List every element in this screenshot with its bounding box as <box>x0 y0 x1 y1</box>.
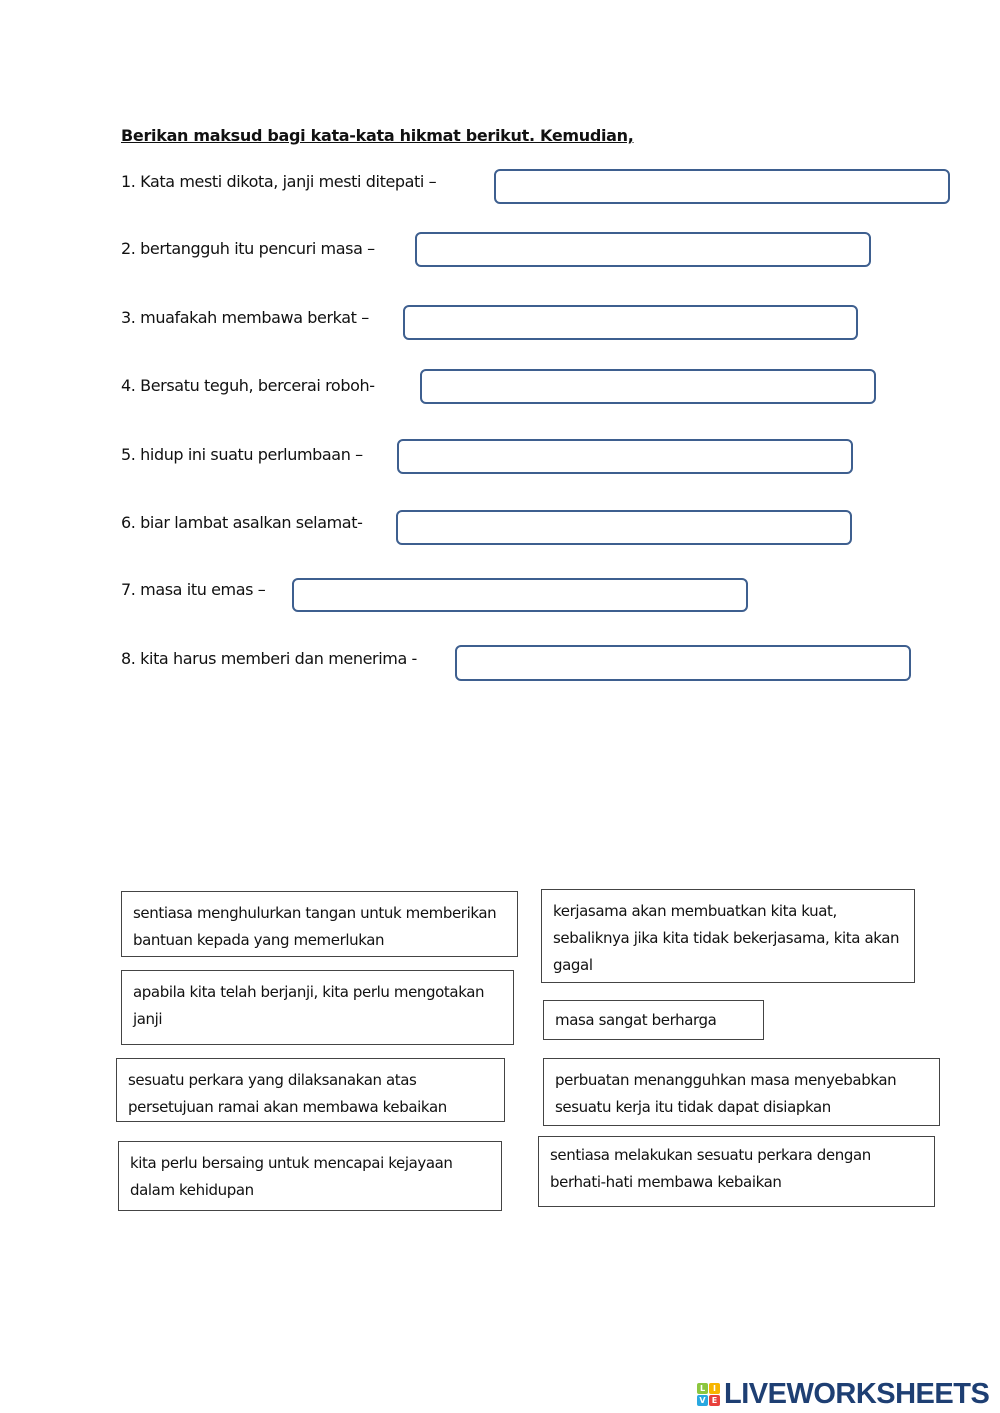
question-1: 1. Kata mesti dikota, janji mesti ditepati – <box>121 172 437 191</box>
question-2: 2. bertangguh itu pencuri masa – <box>121 239 375 258</box>
answer-card[interactable]: kita perlu bersaing untuk mencapai kejayaan dalam kehidupan <box>118 1141 502 1211</box>
question-6: 6. biar lambat asalkan selamat- <box>121 513 363 532</box>
logo-text: LIVEWORKSHEETS <box>724 1378 990 1410</box>
liveworksheets-logo <box>697 1378 989 1411</box>
answer-input-8[interactable] <box>455 645 911 681</box>
logo-letter: E <box>709 1395 720 1406</box>
logo-letter: L <box>697 1383 708 1394</box>
answer-input-6[interactable] <box>396 510 852 545</box>
answer-card[interactable]: apabila kita telah berjanji, kita perlu mengotakan janji <box>121 970 514 1045</box>
answer-card[interactable]: masa sangat berharga <box>543 1000 764 1040</box>
logo-letter: V <box>697 1395 708 1406</box>
question-7: 7. masa itu emas – <box>121 580 266 599</box>
answer-input-7[interactable] <box>292 578 748 612</box>
logo-letter: I <box>709 1383 720 1394</box>
answer-card[interactable]: perbuatan menangguhkan masa menyebabkan sesuatu kerja itu tidak dapat disiapkan <box>543 1058 940 1126</box>
answer-input-3[interactable] <box>403 305 858 340</box>
question-4: 4. Bersatu teguh, bercerai roboh- <box>121 376 375 395</box>
answer-card[interactable]: sentiasa melakukan sesuatu perkara dengan berhati-hati membawa kebaikan <box>538 1136 935 1207</box>
answer-card[interactable]: sentiasa menghulurkan tangan untuk memberikan bantuan kepada yang memerlukan <box>121 891 518 957</box>
answer-card[interactable]: sesuatu perkara yang dilaksanakan atas persetujuan ramai akan membawa kebaikan <box>116 1058 505 1122</box>
answer-input-5[interactable] <box>397 439 853 474</box>
answer-card[interactable]: kerjasama akan membuatkan kita kuat, sebaliknya jika kita tidak bekerjasama, kita akan gagal <box>541 889 915 983</box>
answer-input-4[interactable] <box>420 369 876 404</box>
logo-icon <box>697 1383 720 1406</box>
question-3: 3. muafakah membawa berkat – <box>121 308 369 327</box>
question-8: 8. kita harus memberi dan menerima - <box>121 649 417 668</box>
answer-input-2[interactable] <box>415 232 871 267</box>
instruction-heading: Berikan maksud bagi kata-kata hikmat berikut. Kemudian, <box>121 126 634 145</box>
question-5: 5. hidup ini suatu perlumbaan – <box>121 445 363 464</box>
answer-input-1[interactable] <box>494 169 950 204</box>
